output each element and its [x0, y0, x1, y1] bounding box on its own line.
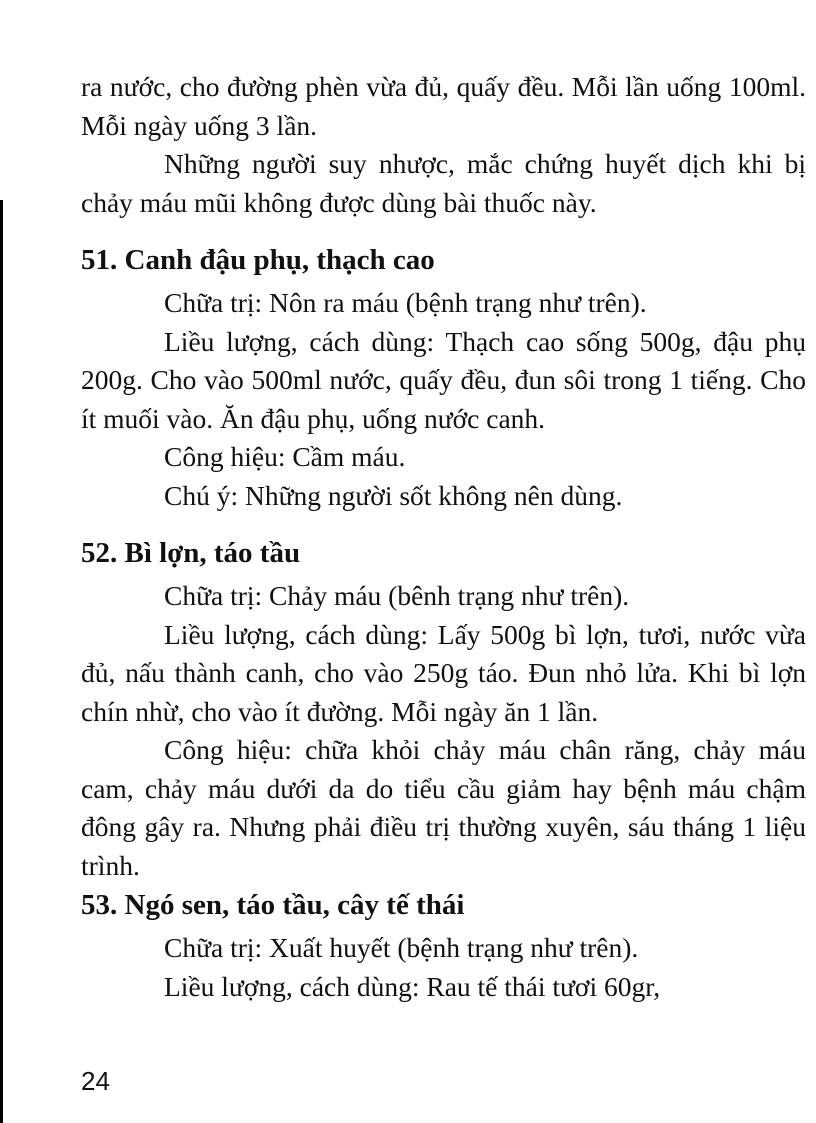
scan-edge-shadow	[0, 200, 3, 1123]
section-53-chua-tri: Chữa trị: Xuất huyết (bệnh trạng như trên).	[164, 932, 639, 963]
section-51-cong-hieu: Công hiệu: Cầm máu.	[164, 441, 406, 472]
heading-section-51: 51. Canh đậu phụ, thạch cao	[81, 244, 435, 276]
section-52-chua-tri: Chữa trị: Chảy máu (bênh trạng như trên).	[164, 580, 630, 611]
section-53-lieu-luong: Liều lượng, cách dùng: Rau tế thái tươi 60gr,	[164, 970, 661, 1002]
section-51-chua-tri: Chữa trị: Nôn ra máu (bệnh trạng như trên).	[164, 287, 647, 318]
section-51-lieu-luong: Liều lượng, cách dùng: Thạch cao sống 500g, đậu phụ 200g. Cho vào 500ml nước, quấy đều, đun sôi trong 1 tiếng. Cho ít muối vào. Ăn đậu phụ, uống nước canh.	[81, 325, 806, 434]
paragraph-continuation: ra nước, cho đường phèn vừa đủ, quấy đều. Mỗi lần uống 100ml. Mỗi ngày uống 3 lần.	[81, 71, 806, 141]
section-51-chu-y: Chú ý: Những người sốt không nên dùng.	[164, 479, 623, 511]
paragraph-warning: Những người suy nhược, mắc chứng huyết dịch khi bị chảy máu mũi không được dùng bài thuốc này.	[81, 148, 806, 218]
section-52-cong-hieu: Công hiệu: chữa khỏi chảy máu chân răng, chảy máu cam, chảy máu dưới da do tiểu cầu giảm hay bệnh máu chậm đông gây ra. Nhưng phải điều trị thường xuyên, sáu tháng 1 liệu trình.	[81, 734, 806, 881]
section-52-lieu-luong: Liều lượng, cách dùng: Lấy 500g bì lợn, tươi, nước vừa đủ, nấu thành canh, cho vào 250g táo. Đun nhỏ lửa. Khi bì lợn chín nhừ, cho vào ít đường. Mỗi ngày ăn 1 lần.	[81, 618, 806, 727]
page-body	[81, 68, 806, 1006]
page-number: 24	[81, 1066, 110, 1096]
heading-section-52: 52. Bì lợn, táo tầu	[81, 537, 301, 569]
heading-section-53: 53. Ngó sen, táo tầu, cây tế thái	[81, 889, 465, 921]
